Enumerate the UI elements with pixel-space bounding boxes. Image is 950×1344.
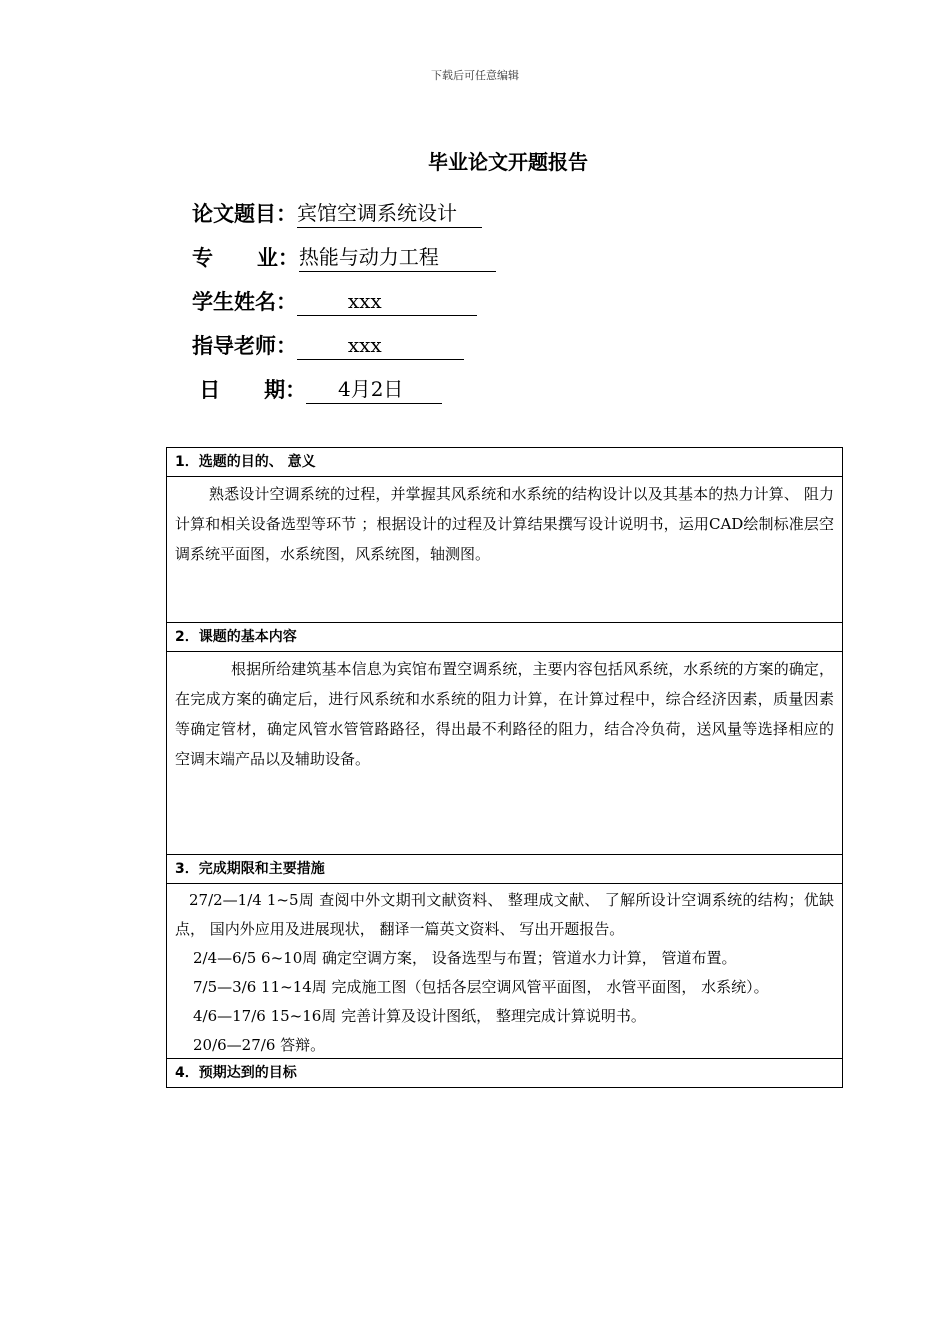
schedule-line: 2/4—6/5 6~10周 确定空调方案， 设备选型与布置；管道水力计算， 管道布置。: [193, 949, 737, 967]
section-heading-schedule: 3．完成期限和主要措施: [167, 855, 842, 884]
schedule-line: 20/6—27/6 答辩。: [193, 1036, 326, 1054]
section-body-schedule: [167, 884, 842, 1059]
section-paragraph: 熟悉设计空调系统的过程，并掌握其风系统和水系统的结构设计以及其基本的热力计算、 阻力计算和相关设备选型等环节 ；根据设计的过程及计算结果撰写设计说明书，运用CAD绘制标准层空调系统平面图，水系统图，风系统图，轴测图。: [175, 485, 834, 563]
schedule-line: 7/5—3/6 11~14周 完成施工图（包括各层空调风管平面图， 水管平面图， 水系统）。: [193, 978, 769, 996]
section-heading-content: 2．课题的基本内容: [167, 623, 842, 652]
field-label: 论文题目：: [192, 202, 297, 226]
document-title: 毕业论文开题报告: [428, 150, 588, 174]
schedule-line: 4/6—17/6 15~16周 完善计算及设计图纸， 整理完成计算说明书。: [193, 1007, 646, 1025]
field-label: 指导老师：: [192, 334, 297, 358]
section-body-content: [167, 652, 842, 855]
section-paragraph: 根据所给建筑基本信息为宾馆布置空调系统，主要内容包括风系统，水系统的方案的确定，在完成方案的确定后，进行风系统和水系统的阻力计算，在计算过程中，综合经济因素，质量因素等确定管材，确定风管水管管路路径，得出最不利路径的阻力，结合冷负荷，送风量等选择相应的空调末端产品以及辅助设备。: [175, 660, 834, 768]
field-advisor: [192, 328, 464, 360]
field-value: 宾馆空调系统设计: [297, 200, 482, 228]
field-label: 日 期：: [192, 378, 307, 402]
field-value: 热能与动力工程: [299, 244, 496, 272]
section-heading-goals: 4．预期达到的目标: [175, 1065, 297, 1081]
field-major: [192, 240, 496, 272]
header-note: 下载后可任意编辑: [431, 69, 519, 82]
field-value: 4月2日: [306, 376, 441, 404]
field-date: [192, 372, 442, 404]
field-label: 专 业：: [192, 246, 299, 270]
section-body-purpose: [167, 477, 842, 623]
field-value: xxx: [297, 288, 477, 316]
section-heading-purpose: 1．选题的目的、 意义: [167, 448, 842, 477]
field-label: 学生姓名：: [192, 290, 297, 314]
field-thesis-title: [192, 196, 482, 228]
field-student-name: [192, 284, 477, 316]
report-table: [166, 447, 843, 1088]
schedule-line: 27/2—1/4 1~5周 查阅中外文期刊文献资料、 整理成文献、 了解所设计空调系统的结构；优缺点， 国内外应用及进展现状， 翻译一篇英文资料、 写出开题报告。: [175, 891, 834, 938]
field-value: xxx: [297, 332, 464, 360]
